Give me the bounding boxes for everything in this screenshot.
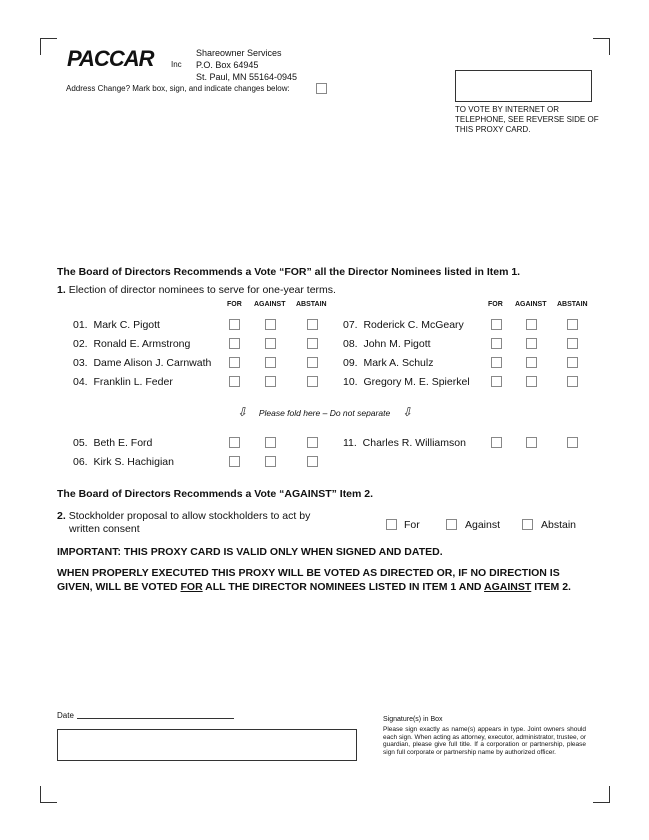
vote-against-checkbox[interactable] xyxy=(265,376,276,387)
item1-number: 1. xyxy=(57,284,66,296)
nominee-06: 06. Kirk S. Hachigian xyxy=(73,456,174,468)
item2-heading: The Board of Directors Recommends a Vote “AGAINST” Item 2. xyxy=(57,488,374,500)
vote-abstain-checkbox[interactable] xyxy=(567,319,578,330)
fold-text: Please fold here – Do not separate xyxy=(258,408,391,418)
vote-abstain-checkbox[interactable] xyxy=(307,338,318,349)
vote-against-checkbox[interactable] xyxy=(526,357,537,368)
vote-against-checkbox[interactable] xyxy=(526,376,537,387)
important-notice: IMPORTANT: THIS PROXY CARD IS VALID ONLY WHEN SIGNED AND DATED. xyxy=(57,546,443,558)
col-abstain-header: ABSTAIN xyxy=(296,301,327,308)
address-line: St. Paul, MN 55164-0945 xyxy=(196,72,298,82)
address-change-label: Address Change? Mark box, sign, and indicate changes below: xyxy=(66,84,290,93)
vote-abstain-checkbox[interactable] xyxy=(567,437,578,448)
vote-abstain-checkbox[interactable] xyxy=(307,319,318,330)
item2-abstain-checkbox[interactable] xyxy=(522,519,533,530)
item2-against-label: Against xyxy=(465,519,501,531)
vote-abstain-checkbox[interactable] xyxy=(567,376,578,387)
vote-against-checkbox[interactable] xyxy=(526,338,537,349)
item2-against-checkbox[interactable] xyxy=(446,519,457,530)
vote-abstain-checkbox[interactable] xyxy=(567,357,578,368)
crop-mark-bottom-left xyxy=(40,786,57,803)
vote-abstain-checkbox[interactable] xyxy=(307,437,318,448)
nominee-08: 08. John M. Pigott xyxy=(343,338,431,350)
crop-mark-top-left xyxy=(40,38,57,55)
vote-abstain-checkbox[interactable] xyxy=(307,456,318,467)
paccar-logo: PACCAR xyxy=(67,46,154,71)
vote-notice: TO VOTE BY INTERNET OR TELEPHONE, SEE REVERSE SIDE OF THIS PROXY CARD. xyxy=(455,105,599,134)
address-change-checkbox[interactable] xyxy=(316,83,327,94)
nominee-04: 04. Franklin L. Feder xyxy=(73,376,173,388)
vote-for-checkbox[interactable] xyxy=(229,338,240,349)
item2-for-checkbox[interactable] xyxy=(386,519,397,530)
nominee-11: 11. Charles R. Williamson xyxy=(343,437,466,449)
logo-suffix: Inc xyxy=(171,60,182,69)
nominee-07: 07. Roderick C. McGeary xyxy=(343,319,464,331)
signature-instructions: Please sign exactly as name(s) appears in type. Joint owners should each sign. When acting as attorney, executor, administrator, trustee, or guardian, please give full title. If a corporation or partnership, please sign full corporate or partnership name by authorized officer. xyxy=(383,726,586,756)
address-line: P.O. Box 64945 xyxy=(196,60,259,70)
vote-abstain-checkbox[interactable] xyxy=(567,338,578,349)
item2-abstain-label: Abstain xyxy=(541,519,577,531)
vote-for-checkbox[interactable] xyxy=(229,357,240,368)
item1-heading: The Board of Directors Recommends a Vote “FOR” all the Director Nominees listed in Item 1. xyxy=(57,266,521,278)
mailing-address xyxy=(196,47,297,83)
fold-arrow-icon: ⇩ xyxy=(236,405,247,419)
item1-text: Election of director nominees to serve for one-year terms. xyxy=(68,284,336,296)
vote-for-checkbox[interactable] xyxy=(491,376,502,387)
vote-abstain-checkbox[interactable] xyxy=(307,376,318,387)
nominee-02: 02. Ronald E. Armstrong xyxy=(73,338,191,350)
nominee-03: 03. Dame Alison J. Carnwath xyxy=(73,357,212,369)
item1-description xyxy=(57,284,336,296)
item2-text-line2: written consent xyxy=(69,523,140,535)
vote-for-checkbox[interactable] xyxy=(229,456,240,467)
control-number-box xyxy=(455,70,592,102)
col-against-header: AGAINST xyxy=(515,301,547,308)
vote-for-checkbox[interactable] xyxy=(491,357,502,368)
col-for-header: FOR xyxy=(227,301,242,308)
vote-for-checkbox[interactable] xyxy=(229,376,240,387)
col-abstain-header: ABSTAIN xyxy=(557,301,588,308)
nominee-05: 05. Beth E. Ford xyxy=(73,437,153,449)
vote-abstain-checkbox[interactable] xyxy=(307,357,318,368)
col-against-header: AGAINST xyxy=(254,301,286,308)
vote-against-checkbox[interactable] xyxy=(265,437,276,448)
vote-for-checkbox[interactable] xyxy=(229,437,240,448)
nominee-09: 09. Mark A. Schulz xyxy=(343,357,434,369)
vote-against-checkbox[interactable] xyxy=(265,357,276,368)
vote-against-checkbox[interactable] xyxy=(265,319,276,330)
signature-title: Signature(s) in Box xyxy=(383,716,443,723)
col-for-header: FOR xyxy=(488,301,503,308)
vote-against-checkbox[interactable] xyxy=(526,319,537,330)
item2-for-label: For xyxy=(404,519,420,531)
crop-mark-top-right xyxy=(593,38,610,55)
item2-number: 2. xyxy=(57,510,66,522)
date-label: Date xyxy=(57,711,74,720)
item2-text-line1: Stockholder proposal to allow stockholders to act by xyxy=(68,510,311,522)
vote-for-checkbox[interactable] xyxy=(491,437,502,448)
direction-notice: WHEN PROPERLY EXECUTED THIS PROXY WILL BE VOTED AS DIRECTED OR, IF NO DIRECTION IS GIVEN, WILL BE VOTED FOR ALL THE DIRECTOR NOMINEES LISTED IN ITEM 1 AND AGAINST ITEM 2. xyxy=(57,567,571,593)
vote-for-checkbox[interactable] xyxy=(491,319,502,330)
vote-against-checkbox[interactable] xyxy=(265,456,276,467)
fold-instruction xyxy=(0,405,649,419)
vote-against-checkbox[interactable] xyxy=(526,437,537,448)
vote-for-checkbox[interactable] xyxy=(491,338,502,349)
vote-for-checkbox[interactable] xyxy=(229,319,240,330)
fold-arrow-icon: ⇩ xyxy=(402,405,413,419)
nominee-10: 10. Gregory M. E. Spierkel xyxy=(343,376,470,388)
date-field[interactable] xyxy=(77,718,234,719)
crop-mark-bottom-right xyxy=(593,786,610,803)
item2-description xyxy=(57,510,310,536)
nominee-01: 01. Mark C. Pigott xyxy=(73,319,160,331)
signature-box[interactable] xyxy=(57,729,357,761)
address-line: Shareowner Services xyxy=(196,48,282,58)
vote-against-checkbox[interactable] xyxy=(265,338,276,349)
